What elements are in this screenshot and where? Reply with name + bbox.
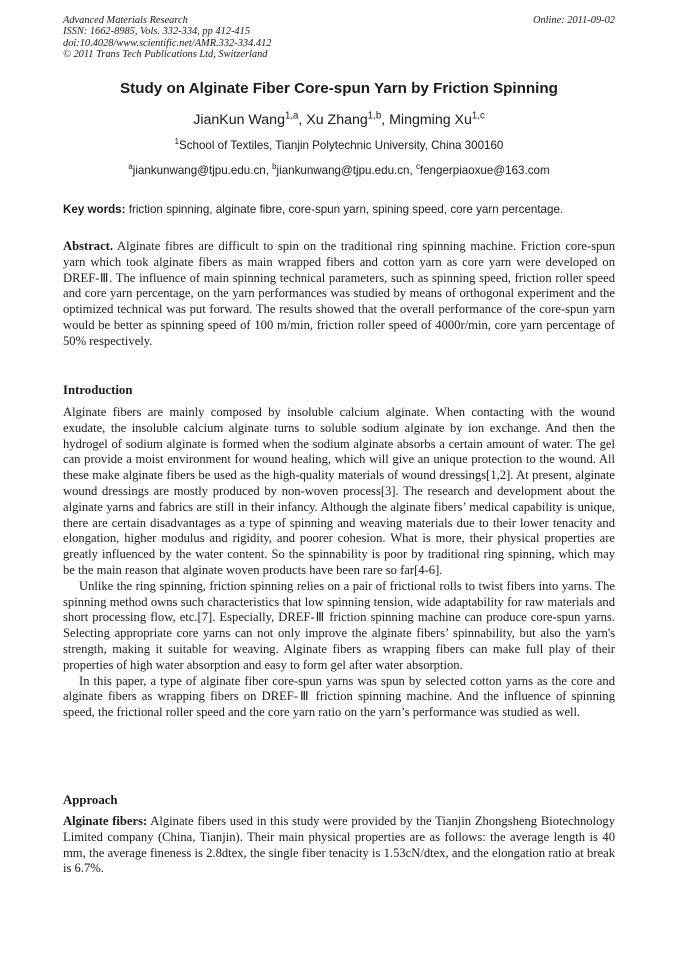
- paper-title: Study on Alginate Fiber Core-spun Yarn by Friction Spinning: [120, 80, 558, 97]
- approach-subheading: Alginate fibers:: [63, 814, 148, 828]
- email-mark: a: [128, 162, 133, 172]
- author-affiliation-mark: 1,b: [367, 110, 382, 122]
- journal-name: Advanced Materials Research: [63, 15, 188, 26]
- journal-issn: ISSN: 1662-8985, Vols. 332-334, pp 412-415: [63, 26, 251, 38]
- approach-heading: Approach: [63, 793, 118, 807]
- author-name: JianKun Wang: [193, 112, 285, 128]
- email-mark: b: [272, 162, 277, 172]
- abstract: [63, 239, 615, 350]
- email-list: $^a$jiankunwang@tjpu.edu.cn, $^b$jiankunwang@tjpu.edu.cn, $^c$fengerpiaoxue@163.com: [128, 162, 550, 177]
- author-list: JianKun Wang$^{1,a}$, Xu Zhang$^{1,b}$, Mingming Xu$^{1,c}$: [193, 110, 485, 128]
- introduction-section: [63, 405, 615, 721]
- intro-paragraph: Alginate fibers are mainly composed by insoluble calcium alginate. When contacting with the wound exudate, the insoluble calcium alginate turns to soluble sodium alginate by ion exchange. And then the hydrogel of sodium alginate is formed when the sodium alginate absorbs a certain amount of water. The gel can provide a moist environment for wound healing, which will give an unique protection to the wound. All these make alginate fibers be used as the high-quality materials of wound dressings[1,2]. At present, alginate wound dressings are mostly produced by non-woven process[3]. The research and development about the alginate yarns and fabrics are still in their infancy. Although the alginate fibers’ medical capability is unique, there are certain disadvantages as a type of spinning and weaving materials due to their lower tenacity and elongation, higher modulus and rigidity, and poorer cohesion. What is more, their physical properties are greatly influenced by the water content. So the spinnability is poor by traditional ring spinning, which may be the main reason that alginate woven products have been rare so far[4-6].: [63, 405, 615, 577]
- author-name: Mingming Xu: [389, 112, 472, 128]
- journal-doi: doi:10.4028/www.scientific.net/AMR.332-334.412: [63, 37, 272, 49]
- introduction-heading: Introduction: [63, 383, 133, 397]
- affiliation-text: School of Textiles, Tianjin Polytechnic University, China 300160: [179, 139, 504, 152]
- journal-copyright: © 2011 Trans Tech Publications Ltd, Switzerland: [63, 49, 268, 61]
- approach-text: Alginate fibers used in this study were provided by the Tianjin Zhongsheng Biotechnology Limited company (China, Tianjin). Their main physical properties are as follows: the average length is 40 mm, the average fineness is 2.8dtex, the single fiber tenacity is 1.53cN/dtex, and the elongation ratio at break is 6.7%.: [63, 814, 615, 876]
- keywords-text: friction spinning, alginate fibre, core-spun yarn, spining speed, core yarn percentage.: [128, 203, 564, 216]
- intro-paragraph: Unlike the ring spinning, friction spinning relies on a pair of frictional rolls to twist fibers into yarns. The spinning method owns such characteristics that low spinning tension, wide adaptability for raw materials and short processing flow, etc.[7]. Especially, DREF-Ⅲ friction spinning machine can produce core-spun yarns. Selecting appropriate core yarns can not only improve the alginate fibers’ spinnability, but also the yarn's strength, making it suitable for weaving. Alginate fibers as wrapping fibers can make full play of their properties of high water absorption and easy to form gel after water absorption.: [63, 578, 615, 672]
- affiliation-mark: 1: [174, 137, 179, 147]
- abstract-label: Abstract.: [63, 239, 114, 253]
- author-affiliation-mark: 1,c: [471, 110, 485, 122]
- online-date: Online: 2011-09-02: [532, 15, 615, 26]
- author-affiliation-mark: 1,a: [284, 110, 299, 122]
- keywords-label: Key words:: [63, 203, 126, 216]
- keywords: [63, 203, 623, 216]
- abstract-text: Alginate fibres are difficult to spin on the traditional ring spinning machine. Friction core-spun yarn which took alginate fibers as main wrapped fibers and cotton yarn as core yarn were developed on DREF-Ⅲ. The influence of main spinning technical parameters, such as spinning speed, friction roller speed and core yarn percentage, on the yarn performances was studied by means of orthogonal experiment and the optimized technical was put forward. The results showed that the overall performance of the core-spun yarn would be better as spinning speed of 100 m/min, friction roller speed of 4000r/min, core yarn percentage of 50% respectively.: [63, 239, 615, 348]
- affiliation: [0, 139, 678, 152]
- email-address: jiankunwang@tjpu.edu.cn: [132, 164, 266, 177]
- intro-paragraph: In this paper, a type of alginate fiber core-spun yarns was spun by selected cotton yarns as the core and alginate fibers as wrapping fibers on DREF-Ⅲ friction spinning machine. And the influence of spinning speed, the frictional roller speed and the core yarn ratio on the yarn’s performance was studied as well.: [63, 673, 615, 720]
- email-address: jiankunwang@tjpu.edu.cn: [276, 164, 410, 177]
- email-mark: c: [415, 162, 420, 172]
- approach-section: [63, 814, 615, 877]
- journal-header: [63, 15, 615, 61]
- author-name: Xu Zhang: [306, 112, 368, 128]
- email-address: fengerpiaoxue@163.com: [419, 164, 550, 177]
